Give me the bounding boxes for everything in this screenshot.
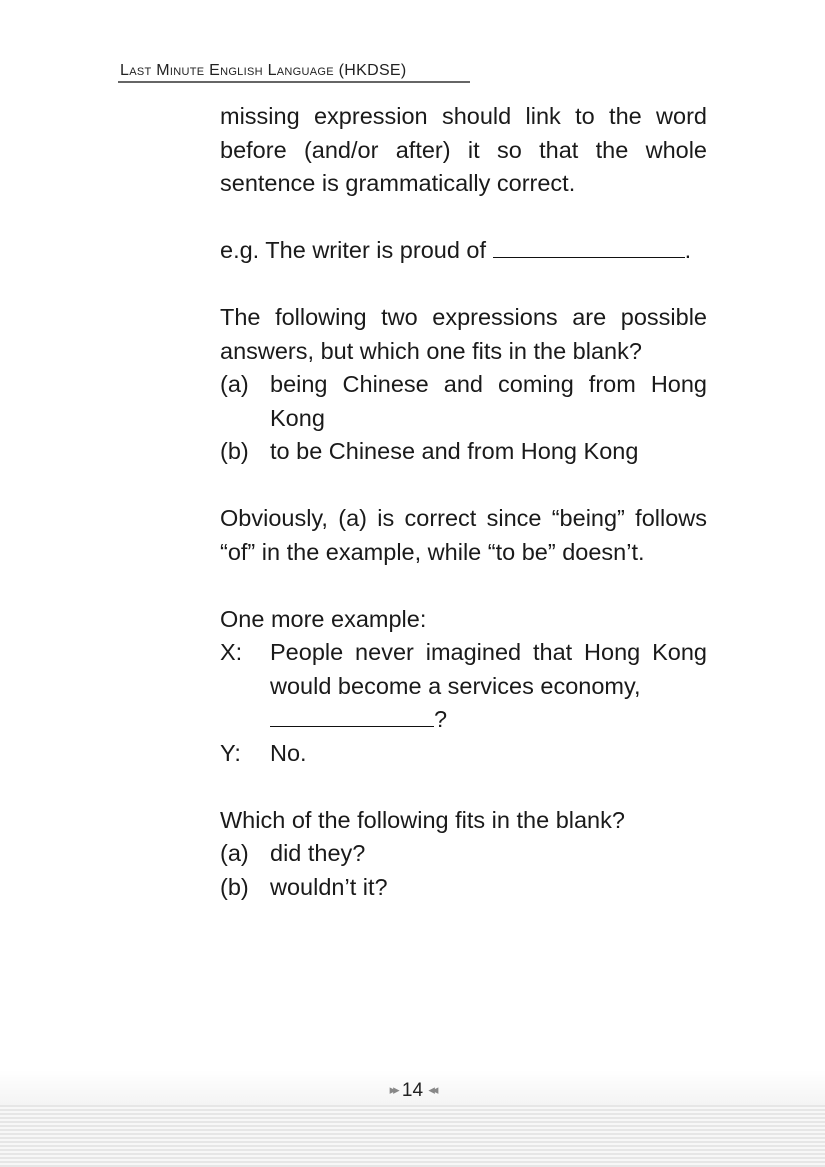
example-period: . [684, 237, 692, 263]
option-text: to be Chinese and from Hong Kong [270, 438, 639, 464]
dialogue-line-x [220, 636, 707, 737]
question-paragraph: The following two expressions are possible answers, but which one fits in the blank? [220, 304, 707, 364]
example-blank [493, 235, 685, 258]
example-sentence-text: e.g. The writer is proud of [220, 237, 487, 263]
question2-paragraph: Which of the following fits in the blank? [220, 806, 625, 833]
forward-arrows-icon: ▸▸ [389, 1082, 397, 1097]
option-item [220, 368, 707, 435]
option-marker: (b) [220, 438, 249, 464]
option-marker: (b) [220, 873, 249, 900]
dialogue-question-mark: ? [434, 706, 448, 732]
dialogue-text: People never imagined that Hong Kong would become a services economy, [270, 639, 707, 699]
page-body [220, 100, 707, 904]
dialogue-line-y [220, 737, 707, 771]
option-marker: (a) [220, 371, 249, 397]
page-number [0, 1080, 825, 1102]
dialogue-text: No. [270, 739, 307, 766]
option-marker: (a) [220, 840, 249, 866]
speaker-marker: Y: [220, 739, 241, 766]
header-underline [118, 81, 470, 83]
speaker-marker: X: [220, 639, 243, 665]
option-item [220, 871, 707, 905]
option-text: did they? [270, 840, 366, 866]
example-sentence [220, 234, 707, 268]
footer-stripes [0, 1105, 825, 1167]
intro-paragraph: missing expression should link to the word before (and/or after) it so that the whole sentence is grammatically correct. [220, 103, 707, 196]
option-text: being Chinese and coming from Hong Kong [270, 371, 707, 431]
option-text: wouldn’t it? [270, 873, 388, 900]
example2-intro: One more example: [220, 605, 427, 632]
option-item [220, 837, 707, 871]
option-item [220, 435, 707, 469]
back-arrows-icon: ◂◂ [428, 1082, 436, 1097]
page-number-value: 14 [401, 1080, 424, 1101]
dialogue-blank [270, 704, 434, 727]
explanation-paragraph: Obviously, (a) is correct since “being” follows “of” in the example, while “to be” doesn’t. [220, 505, 707, 565]
running-header: Last Minute English Language (HKDSE) [120, 62, 407, 79]
